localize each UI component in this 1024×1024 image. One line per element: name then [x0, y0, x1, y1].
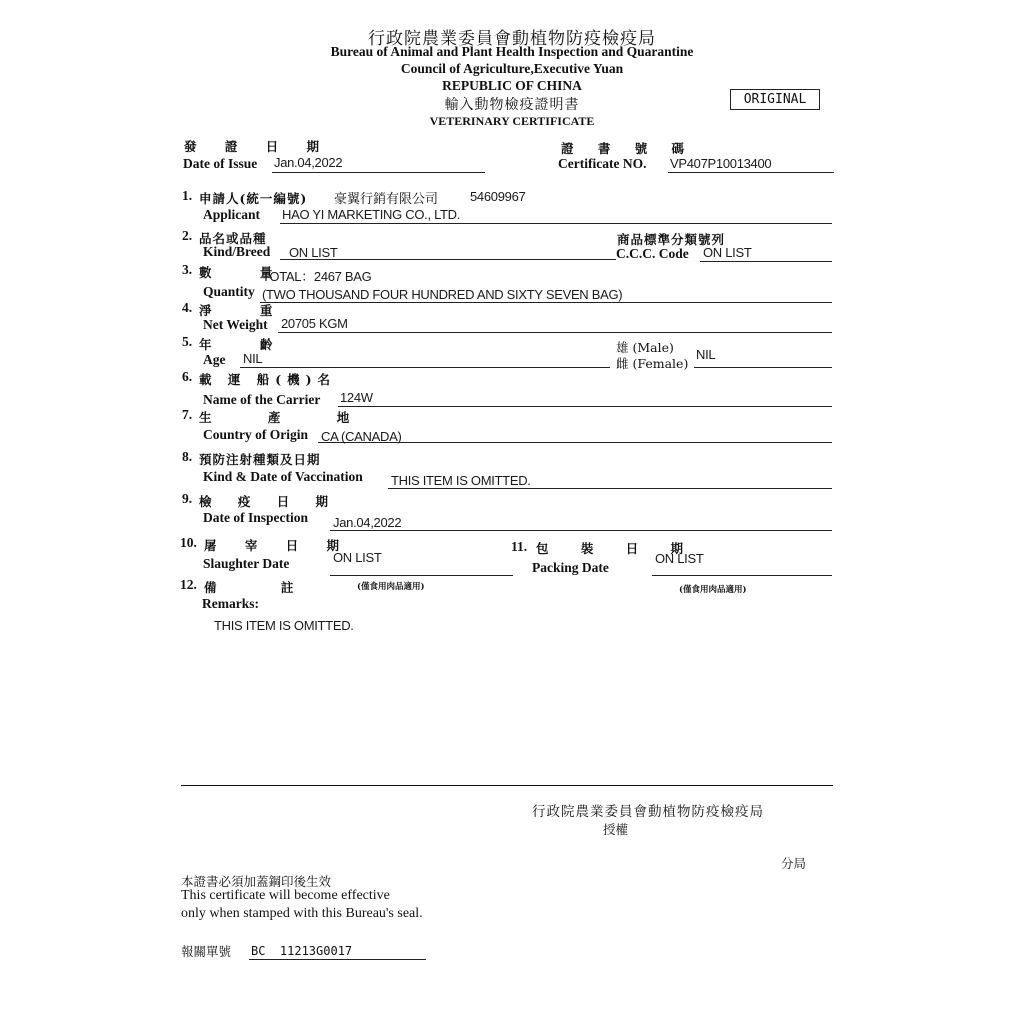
- packing-label: Packing Date: [532, 560, 609, 575]
- kind-underline: [280, 259, 616, 260]
- vaccination-value: THIS ITEM IS OMITTED.: [391, 473, 531, 488]
- applicant-value: HAO YI MARKETING CO., LTD.: [282, 207, 461, 222]
- remarks-value: THIS ITEM IS OMITTED.: [214, 618, 354, 633]
- vaccination-label: Kind & Date of Vaccination: [203, 469, 363, 484]
- slaughter-value: ON LIST: [333, 550, 382, 565]
- age-label: Age: [203, 352, 226, 367]
- packing-label-cn: 包 裝 日 期: [536, 541, 698, 556]
- report-no-label-cn: 報關單號: [181, 944, 232, 959]
- packing-note: (僅食用肉品適用): [679, 585, 747, 595]
- seal-note-en-2: only when stamped with this Bureau's seal.: [181, 906, 423, 921]
- origin-label: Country of Origin: [203, 427, 309, 442]
- field-10-number: 10.: [180, 535, 197, 550]
- net-weight-value: 20705 KGM: [281, 316, 348, 331]
- certificate-no-value: VP407P10013400: [670, 156, 772, 171]
- vaccination-label-cn: 預防注射種類及日期: [199, 452, 321, 467]
- issue-date-value: Jan.04,2022: [274, 155, 343, 170]
- original-stamp-box: ORIGINAL: [730, 89, 820, 110]
- field-12-number: 12.: [180, 577, 197, 592]
- certificate-no-label-cn: 證 書 號 碼: [561, 141, 695, 156]
- origin-underline: [318, 442, 832, 443]
- quantity-value: (TWO THOUSAND FOUR HUNDRED AND SIXTY SEVEN BAG): [262, 287, 623, 302]
- report-no-underline: [249, 959, 426, 960]
- council-title-en: Council of Agriculture,Executive Yuan: [400, 61, 624, 76]
- sex-underline: [694, 367, 832, 368]
- certificate-no-label: Certificate NO.: [558, 156, 647, 171]
- origin-value: CA (CANADA): [321, 429, 402, 444]
- footer-divider: [181, 785, 833, 786]
- applicant-name-cn: 豪翼行銷有限公司: [334, 192, 439, 207]
- inspection-label: Date of Inspection: [203, 510, 308, 525]
- net-weight-label: Net Weight: [203, 317, 268, 332]
- agency-title-cn: 行政院農業委員會動植物防疫檢疫局: [368, 29, 656, 49]
- field-3-number: 3.: [182, 262, 193, 277]
- field-5-number: 5.: [182, 334, 193, 349]
- field-8-number: 8.: [182, 449, 193, 464]
- issue-date-label-cn: 發 證 日 期: [184, 139, 332, 154]
- slaughter-note: (僅食用肉品適用): [357, 582, 425, 592]
- packing-value: ON LIST: [655, 551, 704, 566]
- footer-branch-cn: 分局: [781, 856, 807, 871]
- inspection-label-cn: 檢 疫 日 期: [199, 494, 340, 509]
- footer-authorized-cn: 授權: [603, 822, 629, 837]
- ccc-code-value: ON LIST: [703, 245, 752, 260]
- issue-date-label: Date of Issue: [183, 156, 258, 171]
- quantity-total: TOTAL：2467 BAG: [262, 269, 372, 284]
- male-label: 雄 (Male): [616, 340, 674, 355]
- field-2-number: 2.: [182, 228, 193, 243]
- net-weight-label-cn: 淨 重: [199, 303, 295, 318]
- sex-value: NIL: [696, 347, 716, 362]
- ccc-code-label-cn: 商品標準分類號列: [617, 232, 726, 247]
- carrier-label: Name of the Carrier: [203, 392, 321, 407]
- quantity-underline: [260, 302, 832, 303]
- footer-authority-cn: 行政院農業委員會動植物防疫檢疫局: [532, 804, 764, 820]
- certificate-no-underline: [668, 172, 834, 173]
- kind-label-cn: 品名或品種: [199, 231, 267, 246]
- age-label-cn: 年 齡: [199, 337, 295, 352]
- report-no-value: BC 11213G0017: [251, 944, 353, 958]
- certificate-type-en: VETERINARY CERTIFICATE: [429, 114, 595, 128]
- applicant-id: 54609967: [470, 189, 526, 204]
- republic-title: REPUBLIC OF CHINA: [442, 78, 582, 93]
- field-9-number: 9.: [182, 491, 193, 506]
- net-weight-underline: [278, 332, 832, 333]
- vaccination-underline: [388, 488, 832, 489]
- packing-underline: [652, 575, 832, 576]
- quantity-label-cn: 數 量: [199, 265, 295, 280]
- inspection-underline: [330, 530, 832, 531]
- age-underline: [240, 367, 610, 368]
- remarks-label: Remarks:: [202, 596, 259, 611]
- age-value: NIL: [243, 351, 263, 366]
- carrier-underline: [338, 406, 832, 407]
- applicant-underline: [280, 223, 832, 224]
- kind-label: Kind/Breed: [203, 244, 271, 259]
- female-label: 雌 (Female): [616, 356, 689, 371]
- field-4-number: 4.: [182, 300, 193, 315]
- applicant-label: Applicant: [203, 207, 261, 222]
- applicant-label-cn: 申請人(統一編號): [199, 191, 308, 206]
- ccc-code-label: C.C.C. Code: [616, 246, 689, 261]
- agency-title-en: Bureau of Animal and Plant Health Inspection and Quarantine: [330, 44, 694, 59]
- field-7-number: 7.: [182, 407, 193, 422]
- certificate-type-cn: 輸入動物檢疫證明書: [444, 97, 580, 113]
- carrier-label-cn: 載 運 船(機)名: [199, 372, 337, 387]
- seal-note-cn: 本證書必須加蓋鋼印後生效: [181, 874, 332, 889]
- quantity-label: Quantity: [203, 284, 255, 299]
- kind-value: ON LIST: [289, 245, 338, 260]
- seal-note-en-1: This certificate will become effective: [181, 888, 390, 903]
- slaughter-label: Slaughter Date: [203, 556, 290, 571]
- field-11-number: 11.: [511, 539, 528, 554]
- slaughter-label-cn: 屠 宰 日 期: [204, 538, 352, 553]
- field-1-number: 1.: [182, 188, 193, 203]
- issue-date-underline: [272, 172, 485, 173]
- inspection-value: Jan.04,2022: [333, 515, 402, 530]
- carrier-value: 124W: [340, 390, 373, 405]
- ccc-code-underline: [700, 261, 832, 262]
- remarks-label-cn: 備 註: [204, 580, 324, 595]
- slaughter-underline: [330, 575, 513, 576]
- field-6-number: 6.: [182, 369, 193, 384]
- origin-label-cn: 生 產 地: [199, 410, 376, 425]
